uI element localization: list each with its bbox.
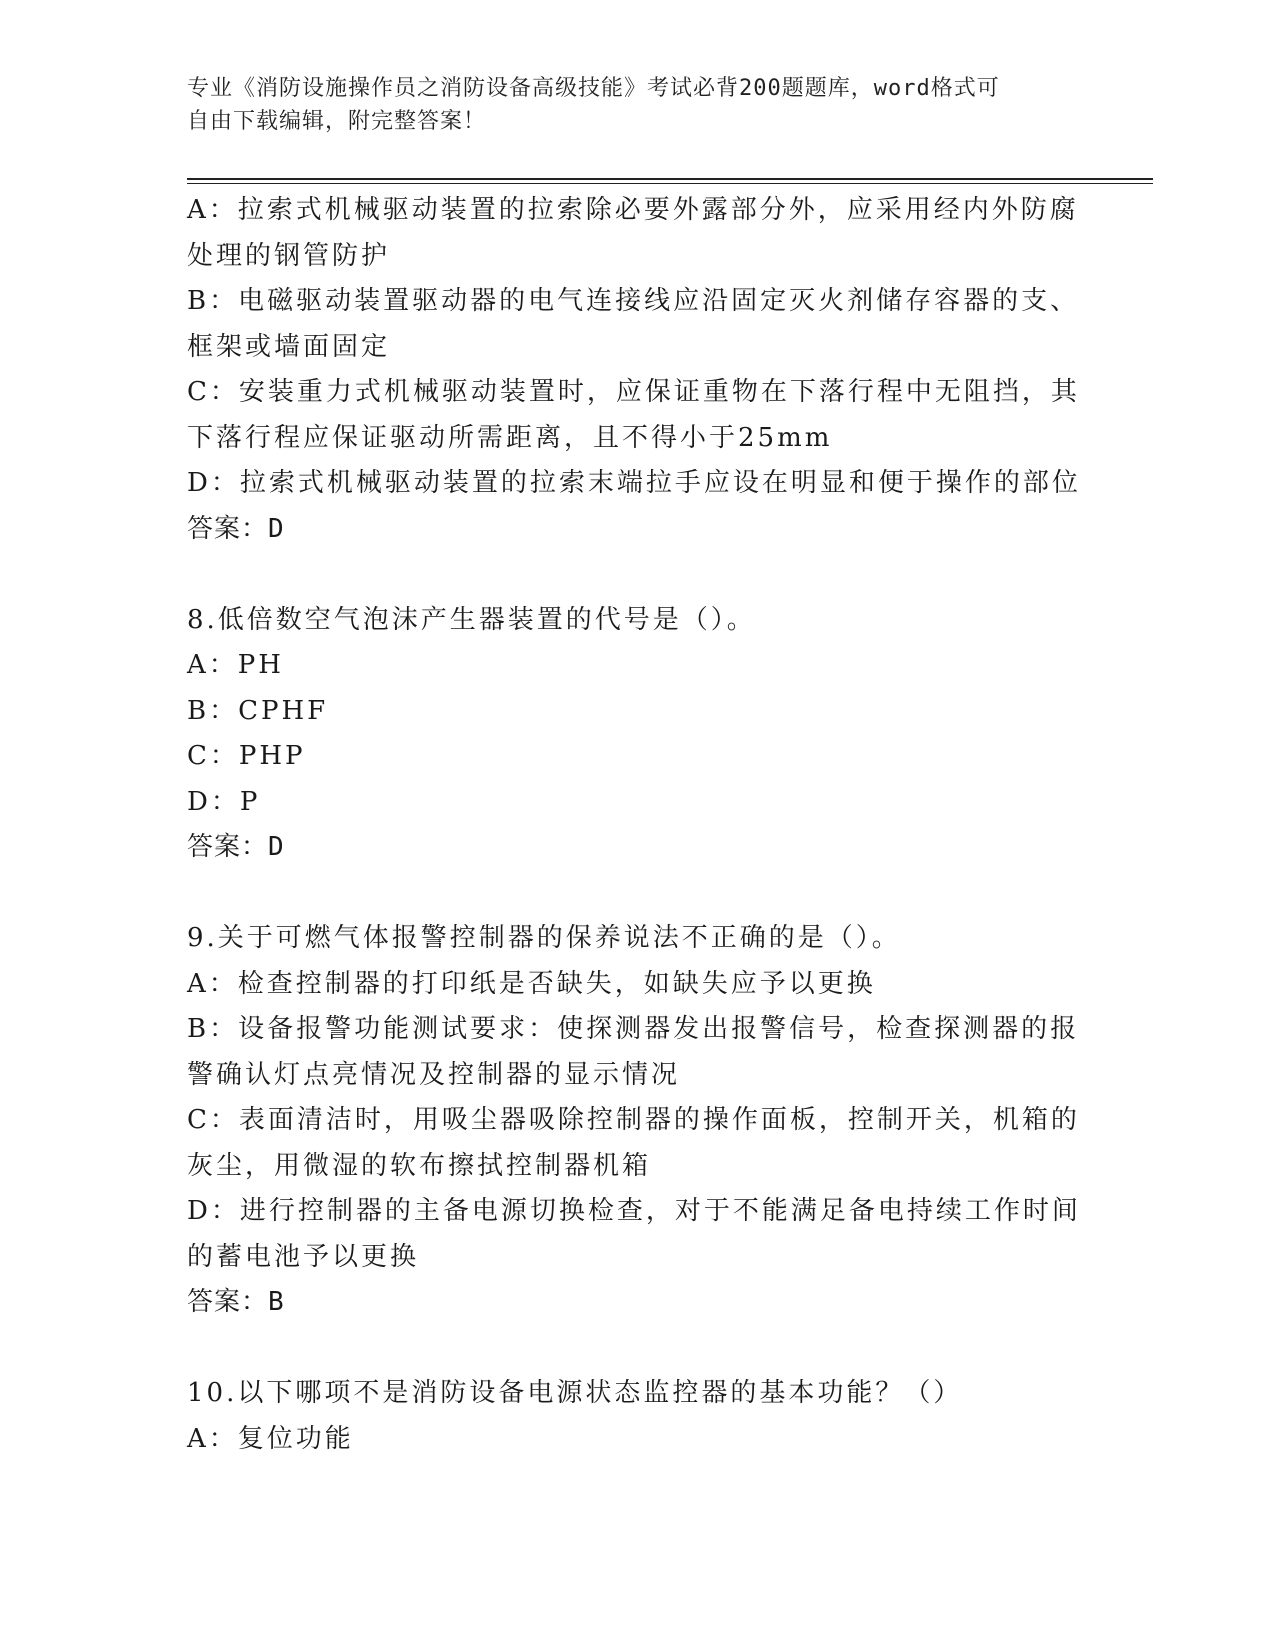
option-d: D：P: [187, 786, 261, 817]
question-stem: 10.以下哪项不是消防设备电源状态监控器的基本功能？（）: [187, 1378, 963, 1408]
option-d: D：进行控制器的主备电源切换检查，对于不能满足备电持续工作时间: [187, 1196, 1081, 1226]
spacer: [187, 871, 1077, 917]
option-a-continued: 处理的钢管防护: [187, 240, 391, 271]
question-content: [187, 188, 1081, 1462]
question-10-block: [187, 1371, 1077, 1462]
option-a: A：拉索式机械驱动装置的拉索除必要外露部分外，应采用经内外防腐: [187, 195, 1079, 225]
option-b-continued: 警确认灯点亮情况及控制器的显示情况: [187, 1059, 681, 1090]
option-c: C：安装重力式机械驱动装置时，应保证重物在下落行程中无阻挡，其: [187, 377, 1080, 407]
option-c-continued: 下落行程应保证驱动所需距离，且不得小于25mm: [187, 422, 833, 453]
document-header: [187, 72, 1067, 138]
option-d-continued: 的蓄电池予以更换: [187, 1241, 420, 1272]
option-c-continued: 灰尘，用微湿的软布擦拭控制器机箱: [187, 1150, 652, 1181]
option-b-continued: 框架或墙面固定: [187, 331, 391, 362]
header-line-1: 专业《消防设施操作员之消防设备高级技能》考试必背200题题库，word格式可: [187, 76, 1000, 101]
option-d: D：拉索式机械驱动装置的拉索末端拉手应设在明显和便于操作的部位: [187, 468, 1081, 498]
answer-label: 答案：D: [187, 513, 285, 544]
question-8-block: [187, 598, 1077, 871]
prev-question-block: [187, 188, 1081, 552]
question-stem: 9.关于可燃气体报警控制器的保养说法不正确的是（）。: [187, 923, 901, 953]
option-a: A：复位功能: [187, 1423, 354, 1454]
option-c: C：PHP: [187, 741, 306, 771]
header-line-2: 自由下载编辑，附完整答案！: [187, 109, 487, 134]
option-b: B：电磁驱动装置驱动器的电气连接线应沿固定灭火剂储存容器的支、: [187, 286, 1080, 316]
answer-label: 答案：D: [187, 832, 285, 862]
question-stem: 8.低倍数空气泡沫产生器装置的代号是（）。: [187, 604, 756, 635]
spacer: [187, 552, 1077, 598]
option-a: A：PH: [187, 650, 284, 680]
option-b: B：设备报警功能测试要求：使探测器发出报警信号，检查探测器的报: [187, 1014, 1080, 1044]
option-b: B：CPHF: [187, 695, 329, 726]
question-9-block: [187, 916, 1081, 1326]
header-divider-thin: [187, 183, 1153, 184]
answer-label: 答案：B: [187, 1287, 285, 1317]
header-divider-thick: [187, 178, 1153, 180]
spacer: [187, 1326, 1077, 1372]
option-c: C：表面清洁时，用吸尘器吸除控制器的操作面板，控制开关，机箱的: [187, 1105, 1080, 1135]
option-a: A：检查控制器的打印纸是否缺失，如缺失应予以更换: [187, 968, 876, 999]
